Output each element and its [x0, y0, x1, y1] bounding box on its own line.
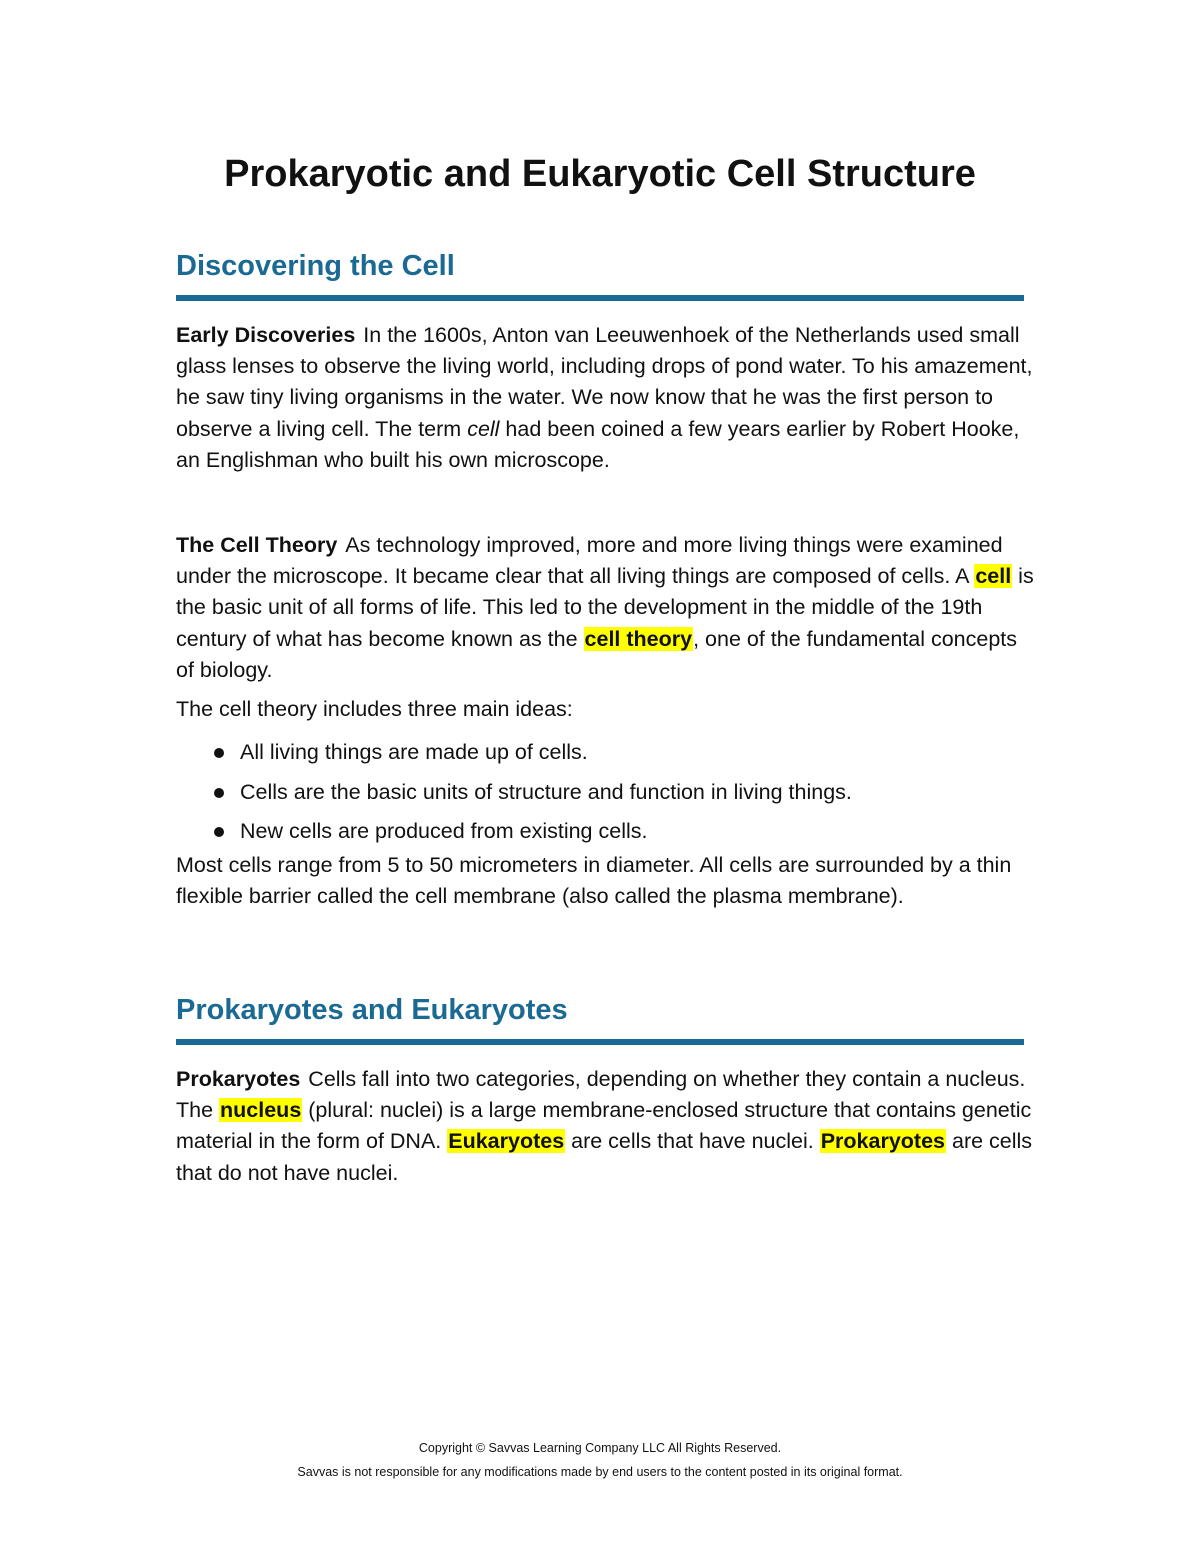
italic-term-cell: cell [467, 416, 500, 441]
paragraph-early-discoveries [176, 320, 1036, 476]
paragraph-three-ideas-intro: The cell theory includes three main ideas: [176, 697, 573, 721]
cell-theory-text: As technology improved, more and more living things were examined under the microscope. It became clear that all living things are composed of cells. A [176, 533, 1003, 589]
highlight-term-prokaryotes: Prokaryotes [820, 1129, 946, 1154]
list-item [176, 773, 1036, 813]
lead-cell-theory: The Cell Theory [176, 533, 338, 557]
paragraph-cell-theory [176, 530, 1036, 686]
section-divider [176, 1039, 1024, 1045]
prokaryotes-text-mid2: are cells that have nuclei. [565, 1129, 820, 1154]
prokaryotes-text: Cells fall into two categories, depending on whether they contain a nucleus. The [176, 1067, 1026, 1123]
paragraph-cell-size: Most cells range from 5 to 50 micrometers in diameter. All cells are surrounded by a thin flexible barrier called the cell membrane (also called the plasma membrane). [176, 853, 1012, 909]
cell-theory-text-mid: is the basic unit of all forms of life. This led to the development in the middle of the 19th century of what has become known as the [176, 564, 1034, 651]
list-item-text: New cells are produced from existing cells. [240, 819, 648, 843]
cell-theory-text-end: , one of the fundamental concepts of biology. [176, 626, 1018, 682]
footer-copyright: Copyright © Savvas Learning Company LLC All Rights Reserved. [418, 1441, 782, 1455]
highlight-term-eukaryotes: Eukaryotes [448, 1129, 565, 1154]
prokaryotes-text-mid: (plural: nuclei) is a large membrane-enclosed structure that contains genetic material in the form of DNA. [176, 1098, 1032, 1154]
footer-disclaimer: Savvas is not responsible for any modifications made by end users to the content posted in its original format. [297, 1465, 903, 1479]
bullet-icon [214, 788, 224, 798]
paragraph-prokaryotes [176, 1064, 1036, 1189]
highlight-term-nucleus: nucleus [220, 1098, 302, 1123]
section-heading-discovering-the-cell: Discovering the Cell [176, 250, 455, 282]
bullet-icon [214, 827, 224, 837]
list-item-text: All living things are made up of cells. [240, 740, 588, 764]
bullet-icon [214, 748, 224, 758]
list-item [176, 812, 1036, 852]
section-heading-prokaryotes-and-eukaryotes: Prokaryotes and Eukaryotes [176, 994, 568, 1026]
section-divider [176, 295, 1024, 301]
lead-early-discoveries: Early Discoveries [176, 323, 356, 347]
list-item [176, 733, 1036, 773]
highlight-term-cell-theory: cell theory [584, 626, 693, 651]
cell-theory-ideas-list [176, 733, 1036, 852]
early-discoveries-text: In the 1600s, Anton van Leeuwenhoek of the Netherlands used small glass lenses to observe the living world, including drops of pond water. To his amazement, he saw tiny living organisms in the water. We now know that he was the first person to observe a living cell. The term [176, 323, 1033, 441]
page-title: Prokaryotic and Eukaryotic Cell Structure [224, 153, 976, 195]
lead-prokaryotes: Prokaryotes [176, 1067, 301, 1091]
list-item-text: Cells are the basic units of structure and function in living things. [240, 779, 852, 804]
prokaryotes-text-end: are cells that do not have nuclei. [176, 1129, 1033, 1185]
early-discoveries-text-end: had been coined a few years earlier by Robert Hooke, an Englishman who built his own microscope. [176, 416, 1020, 472]
highlight-term-cell: cell [975, 564, 1012, 589]
